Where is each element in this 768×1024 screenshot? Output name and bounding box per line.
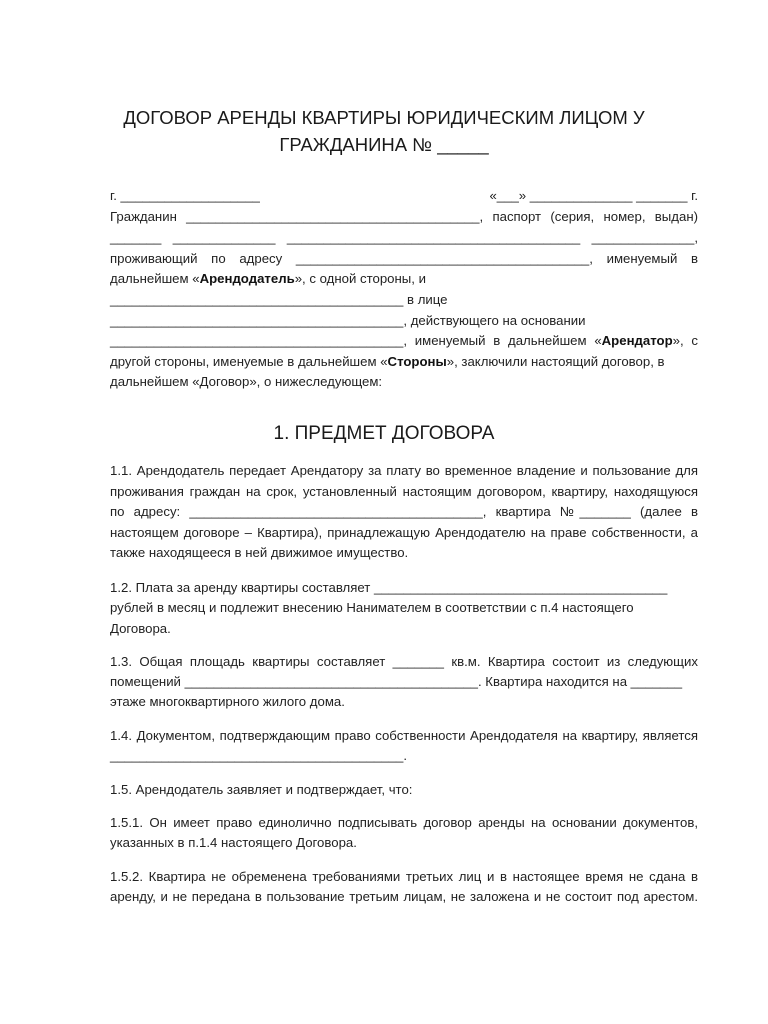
clause-line: по адресу: ________________________________________, квартира №_______ (далее в: [110, 504, 698, 519]
clause-line: ________________________________________.: [110, 748, 408, 763]
preamble-text: другой стороны, именуемые в дальнейшем «: [110, 354, 388, 369]
clause-line: 1.2. Плата за аренду квартиры составляет ________________________________________: [110, 580, 668, 595]
preamble-line: проживающий по адресу ________________________________________, именуемый в: [110, 251, 698, 266]
clause-line: 1.5. Арендодатель заявляет и подтверждает, что:: [110, 782, 413, 797]
clause-line: 1.5.2. Квартира не обременена требованиями третьих лиц и в настоящее время не сдана в: [110, 869, 698, 884]
document-title: [100, 104, 668, 158]
lessor-term: Арендодатель: [199, 271, 295, 286]
preamble-text: дальнейшем «: [110, 271, 200, 286]
clause-line: аренду, и не передана в пользование третьим лицам, не заложена и не состоит под арестом.: [110, 889, 698, 904]
preamble-line: [110, 352, 698, 372]
preamble-line: дальнейшем «Договор», о нижеследующем:: [110, 374, 383, 389]
clause-line: также находящееся в ней движимое имущество.: [110, 545, 409, 560]
clause-line: этаже многоквартирного жилого дома.: [110, 694, 345, 709]
preamble-line: [110, 269, 698, 289]
preamble-text: », с: [672, 333, 698, 348]
lessee-term: Арендатор: [601, 333, 673, 348]
clause-line: 1.1. Арендодатель передает Арендатору за плату во временное владение и пользование для: [110, 463, 698, 478]
preamble-text: », с одной стороны, и: [294, 271, 426, 286]
clause-line: 1.5.1. Он имеет право единолично подписывать договор аренды на основании документов,: [110, 815, 698, 830]
document-title-line-2: ГРАЖДАНИНА № _____: [279, 134, 489, 155]
preamble-line: Гражданин ________________________________________, паспорт (серия, номер, выдан): [110, 209, 698, 224]
preamble-line: ________________________________________ в лице: [110, 292, 448, 307]
preamble-text: ________________________________________, именуемый в дальнейшем «: [110, 333, 602, 348]
clause-line: 1.3. Общая площадь квартиры составляет _______ кв.м. Квартира состоит из следующих: [110, 654, 698, 669]
document-title-line-1: ДОГОВОР АРЕНДЫ КВАРТИРЫ ЮРИДИЧЕСКИМ ЛИЦОМ У: [123, 107, 645, 128]
section-heading: 1. ПРЕДМЕТ ДОГОВОРА: [273, 423, 495, 444]
clause-line: настоящем договоре – Квартира), принадлежащую Арендодателю на праве собственности, а: [110, 525, 698, 540]
clause-line: 1.4. Документом, подтверждающим право собственности Арендодателя на квартиру, является: [110, 728, 698, 743]
city-date-line: [110, 186, 698, 206]
parties-term: Стороны: [387, 354, 447, 369]
date-field: «___» ______________ _______ г.: [489, 188, 698, 203]
preamble-line: [110, 331, 698, 351]
clause-line: проживания граждан на срок, установленный настоящим договором, квартиру, находящуюся: [110, 484, 698, 499]
city-field: г. ___________________: [110, 188, 260, 203]
clause-line: помещений ________________________________________. Квартира находится на _______: [110, 674, 683, 689]
clause-line: рублей в месяц и подлежит внесению Нанимателем в соответствии с п.4 настоящего: [110, 600, 634, 615]
preamble-line: ________________________________________, действующего на основании: [110, 313, 586, 328]
clause-line: указанных в п.1.4 настоящего Договора.: [110, 835, 357, 850]
clause-line: Договора.: [110, 621, 171, 636]
preamble-text: », заключили настоящий договор, в: [446, 354, 665, 369]
preamble-line: _______ ______________ ________________________________________ ______________,: [110, 230, 698, 245]
